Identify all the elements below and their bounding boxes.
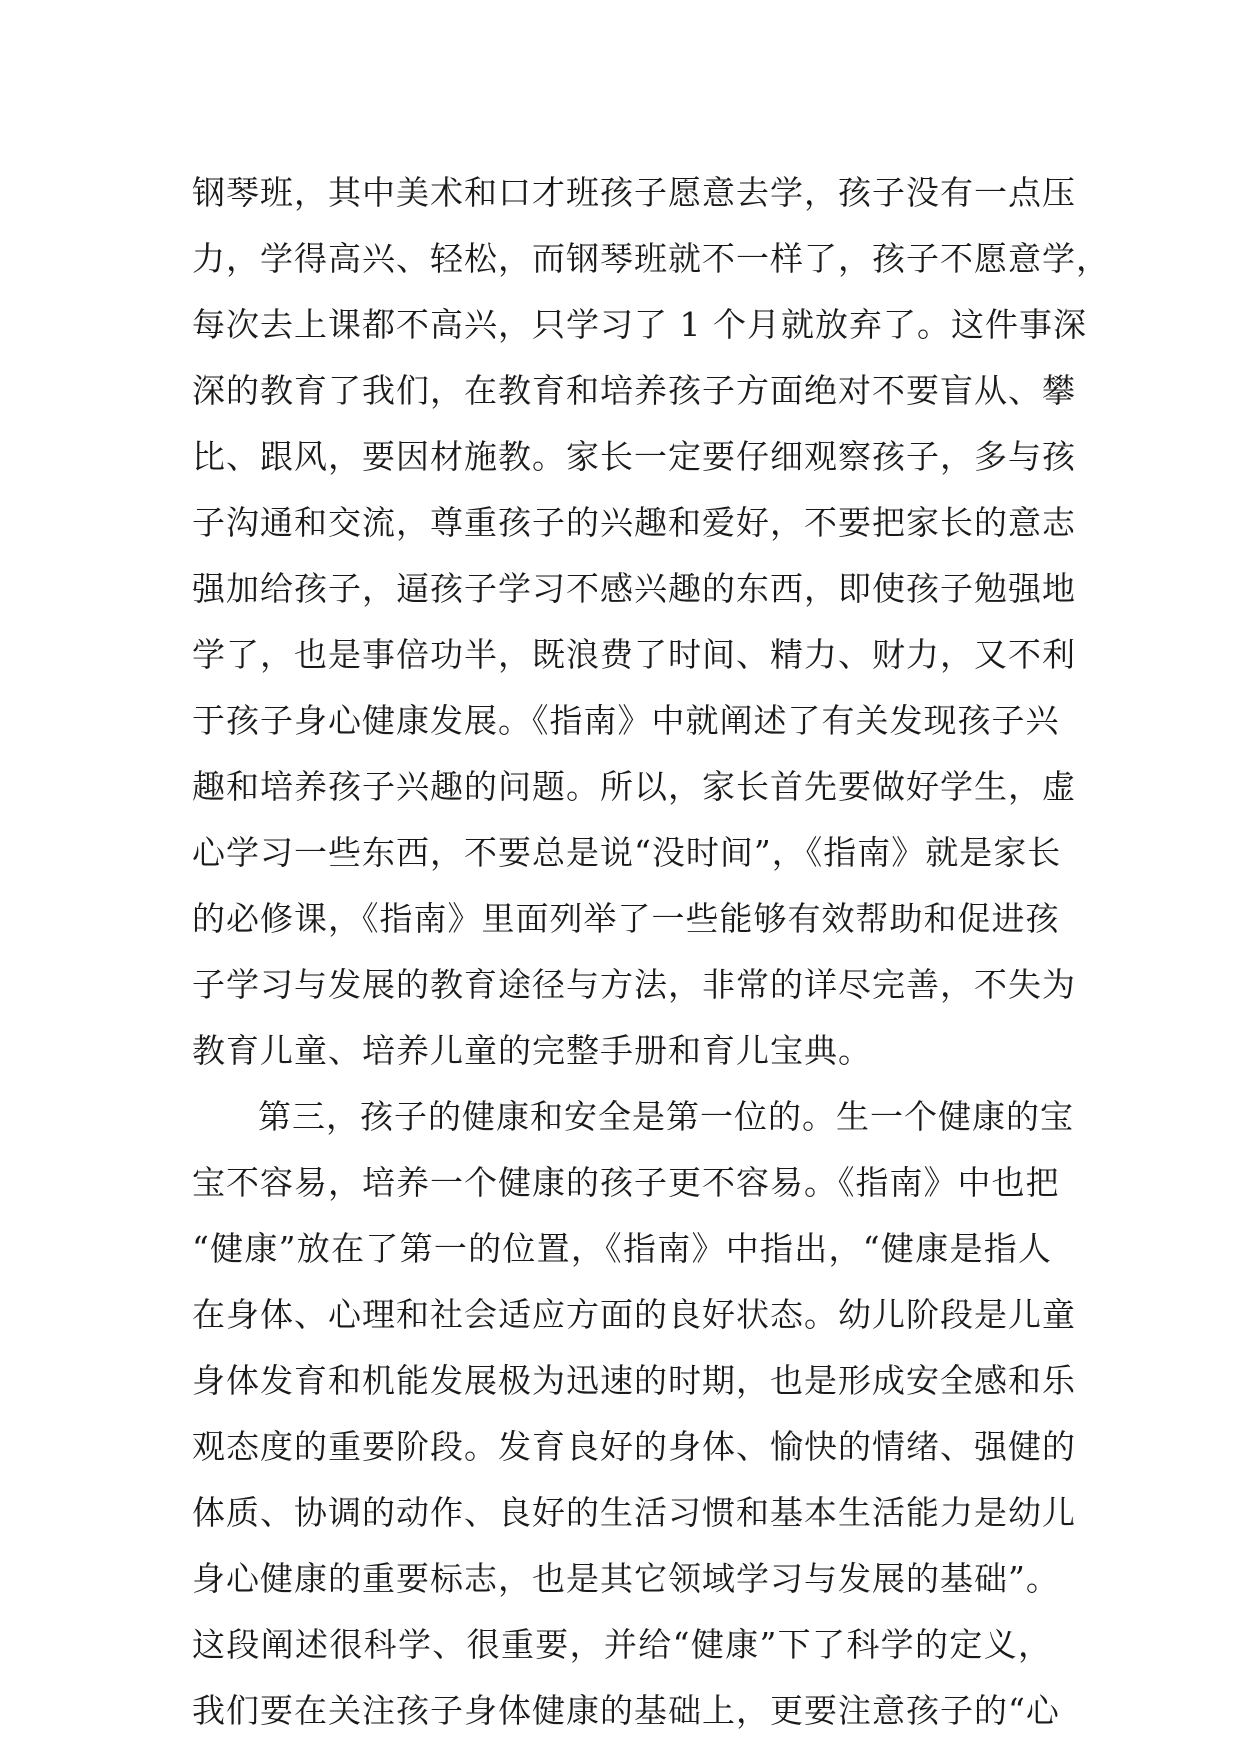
text-line: 钢琴班，其中美术和口才班孩子愿意去学，孩子没有一点压 <box>192 173 1076 212</box>
text-line: 子沟通和交流，尊重孩子的兴趣和爱好，不要把家长的意志 <box>192 503 1076 542</box>
text-line: “健康”放在了第一的位置，《指南》中指出，“健康是指人 <box>192 1229 1052 1268</box>
text-line: 子学习与发展的教育途径与方法，非常的详尽完善，不失为 <box>192 965 1076 1004</box>
text-line: 身心健康的重要标志，也是其它领域学习与发展的基础”。 <box>192 1559 1060 1598</box>
body-text <box>192 160 1110 1744</box>
paragraph-start-line: 第三，孩子的健康和安全是第一位的。生一个健康的宝 <box>258 1097 1074 1136</box>
text-line: 于孩子身心健康发展。《指南》中就阐述了有关发现孩子兴 <box>192 701 1060 740</box>
text-line: 我们要在关注孩子身体健康的基础上，更要注意孩子的“心 <box>192 1691 1060 1730</box>
text-line: 身体发育和机能发展极为迅速的时期，也是形成安全感和乐 <box>192 1361 1076 1400</box>
text-line: 这段阐述很科学、很重要，并给“健康”下了科学的定义， <box>192 1625 1052 1664</box>
text-line: 体质、协调的动作、良好的生活习惯和基本生活能力是幼儿 <box>192 1493 1076 1532</box>
text-line: 宝不容易，培养一个健康的孩子更不容易。《指南》中也把 <box>192 1163 1060 1202</box>
text-line: 每次去上课都不高兴，只学习了 1 个月就放弃了。这件事深 <box>192 305 1087 344</box>
text-line: 在身体、心理和社会适应方面的良好状态。幼儿阶段是儿童 <box>192 1295 1076 1334</box>
text-line: 观态度的重要阶段。发育良好的身体、愉快的情绪、强健的 <box>192 1427 1076 1466</box>
text-line: 深的教育了我们，在教育和培养孩子方面绝对不要盲从、攀 <box>192 371 1076 410</box>
text-line: 强加给孩子，逼孩子学习不感兴趣的东西，即使孩子勉强地 <box>192 569 1076 608</box>
paragraph-end-line: 教育儿童、培养儿童的完整手册和育儿宝典。 <box>192 1031 872 1070</box>
text-line: 学了，也是事倍功半，既浪费了时间、精力、财力，又不利 <box>192 635 1076 674</box>
text-line: 心学习一些东西，不要总是说“没时间”，《指南》就是家长 <box>192 833 1062 872</box>
text-line: 的必修课，《指南》里面列举了一些能够有效帮助和促进孩 <box>192 899 1060 938</box>
text-line: 比、跟风，要因材施教。家长一定要仔细观察孩子，多与孩 <box>192 437 1076 476</box>
text-line: 趣和培养孩子兴趣的问题。所以，家长首先要做好学生，虚 <box>192 767 1076 806</box>
text-line: 力，学得高兴、轻松，而钢琴班就不一样了，孩子不愿意学， <box>192 239 1110 278</box>
